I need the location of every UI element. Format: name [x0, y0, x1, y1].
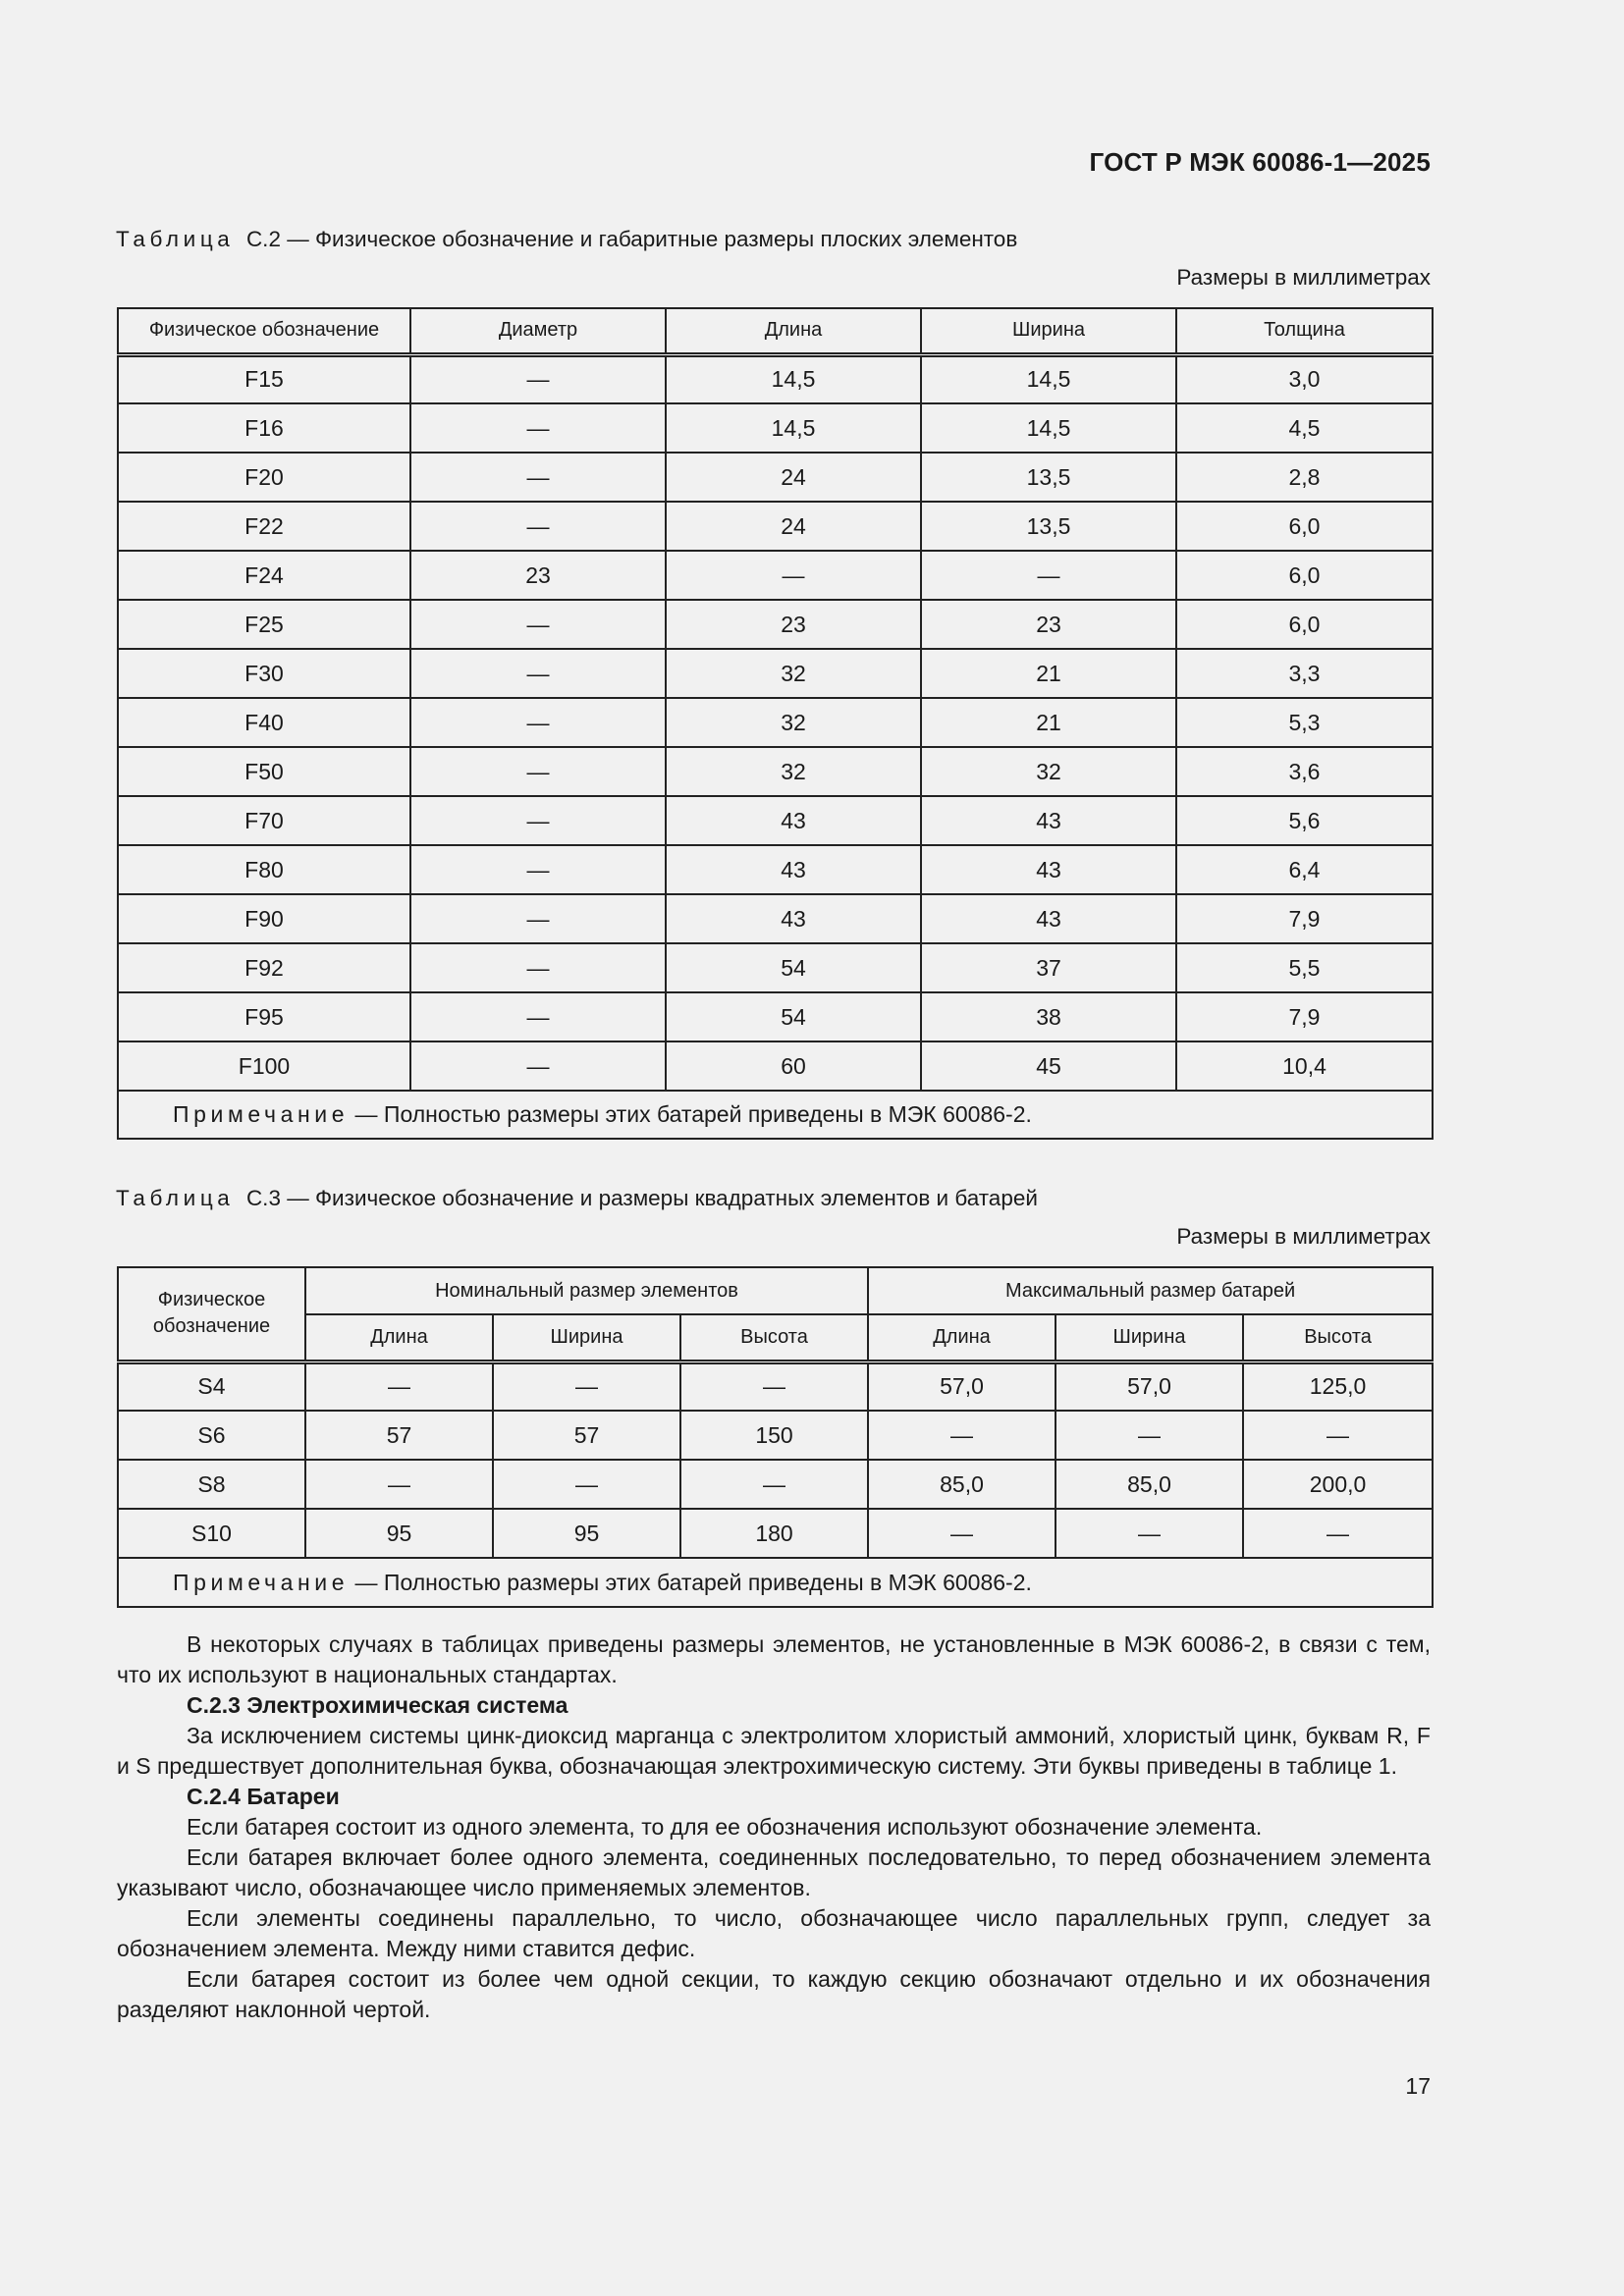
table-cell: —	[680, 1460, 868, 1509]
table-cell: F70	[118, 796, 410, 845]
table-cell: 5,6	[1176, 796, 1433, 845]
table-cell: 14,5	[921, 354, 1176, 403]
table-cell: 37	[921, 943, 1176, 992]
table-cell: —	[921, 551, 1176, 600]
table-cell: F22	[118, 502, 410, 551]
table-row	[118, 894, 1433, 943]
table-c2-caption-label: Таблица	[116, 227, 235, 251]
table-c2-caption-text: С.2 — Физическое обозначение и габаритные размеры плоских элементов	[245, 227, 1018, 251]
table-c3-caption-text: С.3 — Физическое обозначение и размеры квадратных элементов и батарей	[245, 1186, 1038, 1210]
table-cell: —	[868, 1411, 1056, 1460]
table-row	[118, 600, 1433, 649]
table-row	[118, 1411, 1433, 1460]
table-cell: —	[666, 551, 921, 600]
column-header: Высота	[680, 1314, 868, 1362]
table-note	[118, 1558, 1433, 1607]
column-header: Физическое обозначение	[118, 1267, 305, 1362]
table-row	[118, 1362, 1433, 1411]
table-cell: 43	[921, 845, 1176, 894]
table-row	[118, 747, 1433, 796]
table-cell: 57	[493, 1411, 680, 1460]
table-cell: 85,0	[1056, 1460, 1243, 1509]
paragraph: За исключением системы цинк-диоксид марганца с электролитом хлористый аммоний, хлористый цинк, буквам R, F и S предшествует дополнительная буква, обозначающая электрохимическую систему. Эти буквы приведены в таблице 1.	[117, 1723, 1431, 1779]
table-cell: 7,9	[1176, 992, 1433, 1041]
table-cell: F40	[118, 698, 410, 747]
body-text	[117, 1629, 1431, 2025]
table-cell: 10,4	[1176, 1041, 1433, 1091]
note-text: — Полностью размеры этих батарей приведены в МЭК 60086-2.	[349, 1101, 1032, 1127]
paragraph: Если элементы соединены параллельно, то число, обозначающее число параллельных групп, следует за обозначением элемента. Между ними ставится дефис.	[117, 1905, 1431, 1961]
table-cell: —	[1243, 1411, 1433, 1460]
table-cell: 5,3	[1176, 698, 1433, 747]
table-cell: 13,5	[921, 453, 1176, 502]
table-cell: S6	[118, 1411, 305, 1460]
table-cell: 200,0	[1243, 1460, 1433, 1509]
table-cell: 14,5	[666, 354, 921, 403]
table-cell: —	[868, 1509, 1056, 1558]
column-header: Физическое обозначение	[118, 308, 410, 354]
paragraph: Если батарея состоит из более чем одной секции, то каждую секцию обозначают отдельно и их обозначения разделяют наклонной чертой.	[117, 1966, 1431, 2022]
table-c3-units: Размеры в миллиметрах	[1176, 1224, 1431, 1249]
table-header-row	[118, 1267, 1433, 1314]
table-cell: 45	[921, 1041, 1176, 1091]
table-cell: 125,0	[1243, 1362, 1433, 1411]
table-row	[118, 354, 1433, 403]
table-cell: F80	[118, 845, 410, 894]
column-header: Толщина	[1176, 308, 1433, 354]
table-row	[118, 403, 1433, 453]
table-c3-caption	[116, 1186, 1038, 1211]
document-header: ГОСТ Р МЭК 60086-1—2025	[1089, 147, 1431, 177]
table-cell: 7,9	[1176, 894, 1433, 943]
table-cell: —	[493, 1362, 680, 1411]
table-cell: F30	[118, 649, 410, 698]
table-cell: F25	[118, 600, 410, 649]
table-cell: —	[410, 845, 666, 894]
table-row	[118, 1041, 1433, 1091]
table-cell: S10	[118, 1509, 305, 1558]
table-cell: 95	[305, 1509, 493, 1558]
column-header: Высота	[1243, 1314, 1433, 1362]
table-cell: 13,5	[921, 502, 1176, 551]
table-cell: F24	[118, 551, 410, 600]
note-label: Примечание	[173, 1101, 350, 1127]
table-cell: 54	[666, 992, 921, 1041]
table-cell: —	[410, 649, 666, 698]
page-number: 17	[1405, 2073, 1431, 2099]
table-cell: 43	[666, 796, 921, 845]
table-cell: —	[410, 992, 666, 1041]
table-c2-caption	[116, 227, 1017, 252]
table-cell: 43	[921, 894, 1176, 943]
table-cell: 43	[921, 796, 1176, 845]
table-cell: 57,0	[1056, 1362, 1243, 1411]
column-header: Длина	[305, 1314, 493, 1362]
table-cell: 24	[666, 453, 921, 502]
table-cell: 6,0	[1176, 600, 1433, 649]
table-cell: S4	[118, 1362, 305, 1411]
table-cell: 54	[666, 943, 921, 992]
column-header: Длина	[666, 308, 921, 354]
table-cell: 85,0	[868, 1460, 1056, 1509]
table-cell: 23	[666, 600, 921, 649]
note-text: — Полностью размеры этих батарей приведены в МЭК 60086-2.	[349, 1569, 1032, 1595]
table-cell: 24	[666, 502, 921, 551]
table-cell: 23	[410, 551, 666, 600]
table-cell: 150	[680, 1411, 868, 1460]
table-cell: 60	[666, 1041, 921, 1091]
table-cell: 3,0	[1176, 354, 1433, 403]
table-c2	[117, 307, 1434, 1140]
table-cell: 180	[680, 1509, 868, 1558]
table-cell: —	[1056, 1411, 1243, 1460]
table-cell: —	[305, 1362, 493, 1411]
table-cell: —	[680, 1362, 868, 1411]
table-header-row	[118, 308, 1433, 354]
column-header: Ширина	[1056, 1314, 1243, 1362]
table-cell: 6,4	[1176, 845, 1433, 894]
column-header: Диаметр	[410, 308, 666, 354]
table-cell: 23	[921, 600, 1176, 649]
column-header: Длина	[868, 1314, 1056, 1362]
table-cell: 21	[921, 649, 1176, 698]
table-cell: —	[410, 600, 666, 649]
table-cell: 57	[305, 1411, 493, 1460]
table-cell: F20	[118, 453, 410, 502]
table-c2-units: Размеры в миллиметрах	[1176, 265, 1431, 290]
table-row	[118, 1509, 1433, 1558]
table-row	[118, 502, 1433, 551]
table-cell: 32	[666, 649, 921, 698]
group-header-batteries: Максимальный размер батарей	[868, 1267, 1433, 1314]
table-row	[118, 796, 1433, 845]
table-note-row	[118, 1091, 1433, 1139]
table-cell: —	[410, 894, 666, 943]
table-cell: 2,8	[1176, 453, 1433, 502]
table-cell: 6,0	[1176, 551, 1433, 600]
column-header: Ширина	[493, 1314, 680, 1362]
table-cell: —	[1243, 1509, 1433, 1558]
table-cell: F100	[118, 1041, 410, 1091]
table-row	[118, 698, 1433, 747]
table-c3-caption-label: Таблица	[116, 1186, 235, 1210]
table-cell: 14,5	[921, 403, 1176, 453]
table-cell: —	[410, 943, 666, 992]
column-header: Ширина	[921, 308, 1176, 354]
table-cell: 5,5	[1176, 943, 1433, 992]
note-label: Примечание	[173, 1569, 350, 1595]
table-cell: 32	[666, 747, 921, 796]
table-c3	[117, 1266, 1434, 1608]
table-cell: F16	[118, 403, 410, 453]
paragraph: Если батарея состоит из одного элемента, то для ее обозначения используют обозначение элемента.	[187, 1814, 1263, 1840]
table-cell: 3,6	[1176, 747, 1433, 796]
table-cell: —	[410, 747, 666, 796]
table-cell: F95	[118, 992, 410, 1041]
table-cell: F92	[118, 943, 410, 992]
table-row	[118, 649, 1433, 698]
table-cell: 32	[666, 698, 921, 747]
table-cell: F15	[118, 354, 410, 403]
table-cell: 57,0	[868, 1362, 1056, 1411]
table-cell: 38	[921, 992, 1176, 1041]
table-note-row	[118, 1558, 1433, 1607]
section-heading-c24: С.2.4 Батареи	[187, 1784, 340, 1809]
table-cell: 43	[666, 894, 921, 943]
table-note	[118, 1091, 1433, 1139]
table-subheader-row	[118, 1314, 1433, 1362]
table-row	[118, 453, 1433, 502]
table-cell: 6,0	[1176, 502, 1433, 551]
table-row	[118, 943, 1433, 992]
paragraph: В некоторых случаях в таблицах приведены размеры элементов, не установленные в МЭК 60086-2, в связи с тем, что их используют в национальных стандартах.	[117, 1631, 1431, 1687]
table-cell: —	[410, 502, 666, 551]
table-cell: 3,3	[1176, 649, 1433, 698]
table-row	[118, 845, 1433, 894]
table-cell: —	[493, 1460, 680, 1509]
table-cell: —	[410, 796, 666, 845]
table-cell: 14,5	[666, 403, 921, 453]
table-cell: —	[410, 698, 666, 747]
table-cell: F90	[118, 894, 410, 943]
table-cell: F50	[118, 747, 410, 796]
table-cell: 4,5	[1176, 403, 1433, 453]
table-cell: 95	[493, 1509, 680, 1558]
group-header-cells: Номинальный размер элементов	[305, 1267, 868, 1314]
table-cell: —	[410, 453, 666, 502]
table-row	[118, 992, 1433, 1041]
table-cell: —	[410, 403, 666, 453]
table-cell: 21	[921, 698, 1176, 747]
table-cell: —	[1056, 1509, 1243, 1558]
table-cell: —	[410, 1041, 666, 1091]
table-cell: —	[410, 354, 666, 403]
section-heading-c23: С.2.3 Электрохимическая система	[187, 1692, 568, 1718]
table-cell: —	[305, 1460, 493, 1509]
table-cell: 43	[666, 845, 921, 894]
paragraph: Если батарея включает более одного элемента, соединенных последовательно, то перед обозначением элемента указывают число, обозначающее число применяемых элементов.	[117, 1844, 1431, 1900]
table-row	[118, 551, 1433, 600]
table-cell: S8	[118, 1460, 305, 1509]
table-row	[118, 1460, 1433, 1509]
table-cell: 32	[921, 747, 1176, 796]
